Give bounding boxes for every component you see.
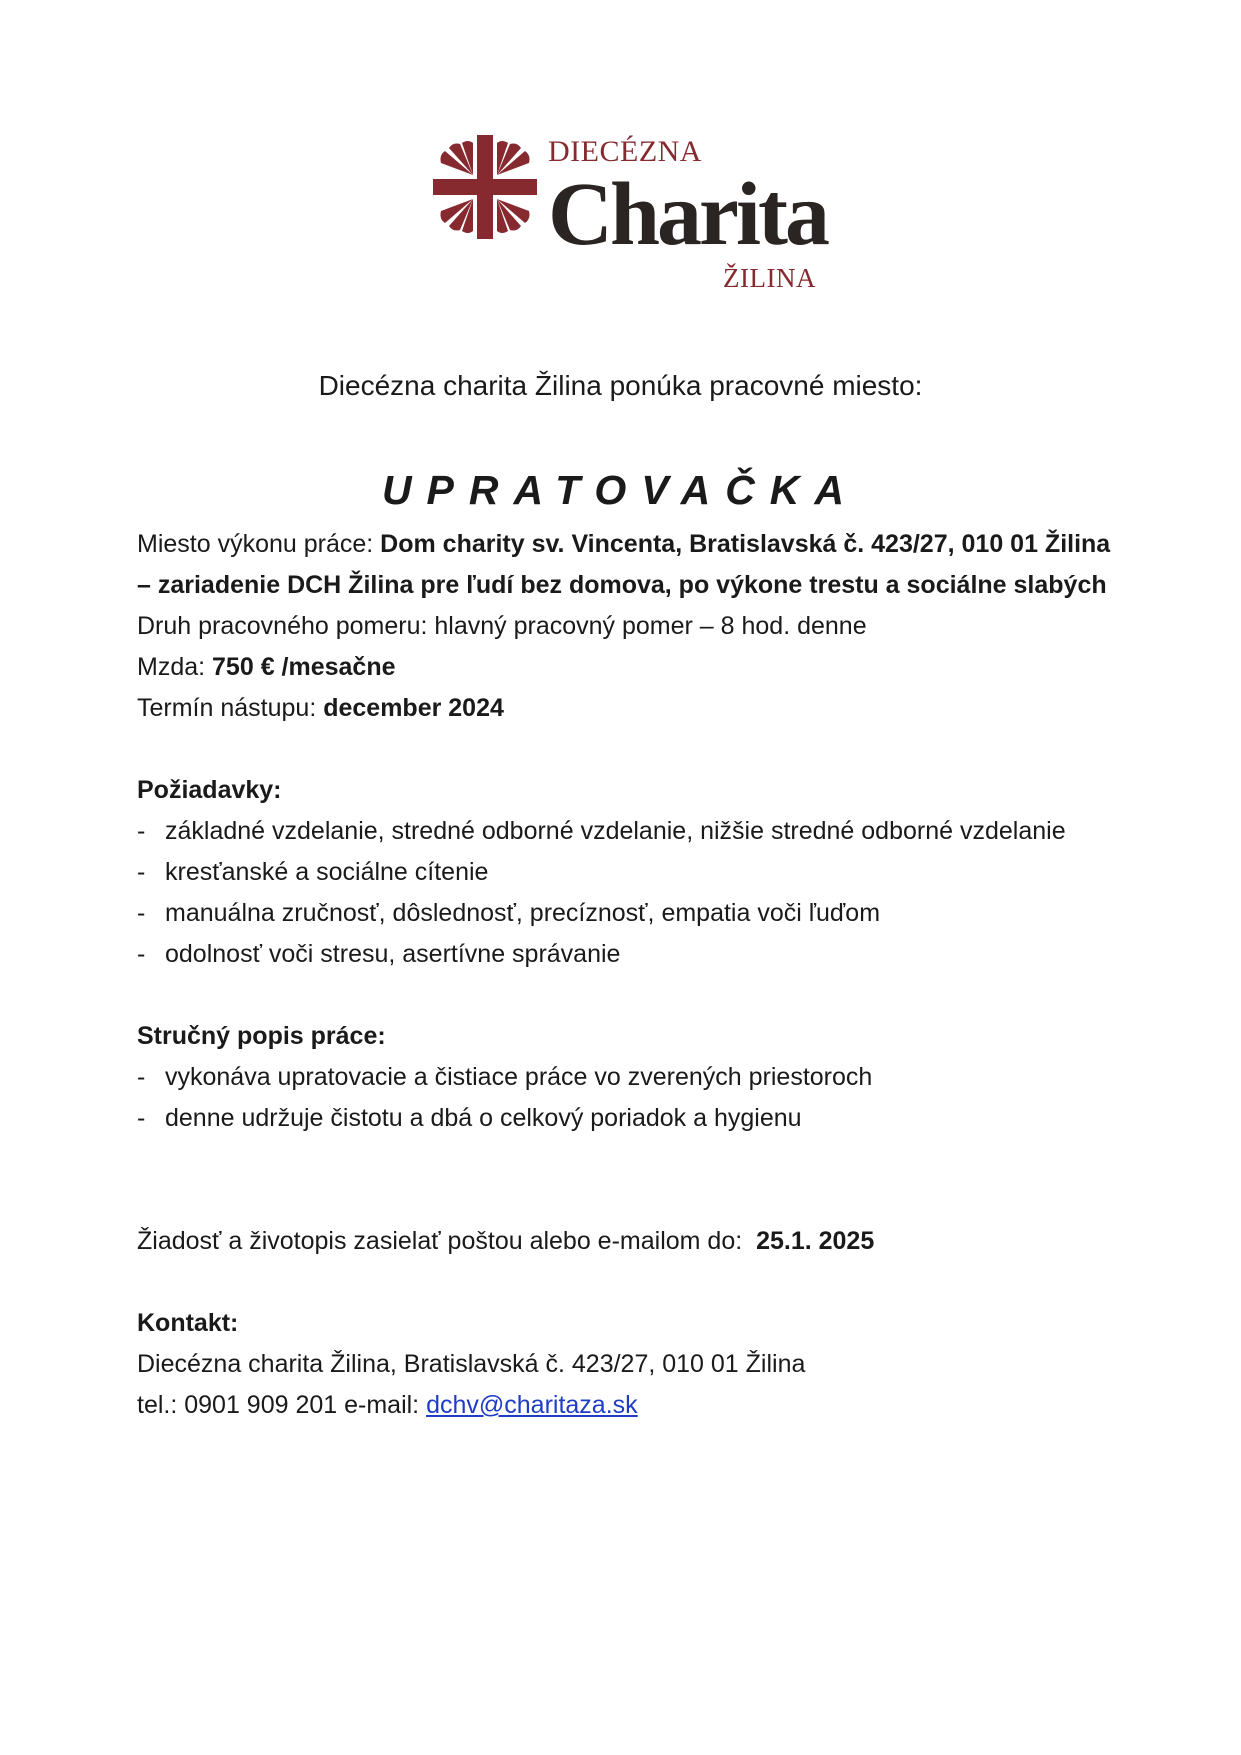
contact-phone-line	[137, 1385, 1117, 1426]
application-text: Žiadosť a životopis zasielať poštou alebo e-mailom do:	[137, 1227, 757, 1255]
start-value: december 2024	[323, 694, 504, 722]
contact-address: Diecézna charita Žilina, Bratislavská č. 423/27, 010 01 Žilina	[137, 1350, 806, 1378]
start-line	[137, 688, 1117, 729]
list-dash: -	[137, 858, 146, 886]
contact-heading: Kontakt:	[137, 1309, 239, 1337]
type-value: hlavný pracovný pomer – 8 hod. denne	[434, 612, 867, 640]
description-list	[137, 1057, 1117, 1139]
salary-line	[137, 647, 1117, 688]
description-heading: Stručný popis práce:	[137, 1022, 386, 1050]
job-details	[137, 524, 1117, 1426]
list-item	[137, 852, 1117, 893]
logo-bottom-text: ŽILINA	[723, 263, 816, 293]
list-item	[137, 934, 1117, 975]
list-dash: -	[137, 1104, 146, 1132]
intro-text: Diecézna charita Žilina ponúka pracovné miesto:	[318, 370, 923, 401]
application-deadline: 25.1. 2025	[756, 1227, 875, 1255]
email-link[interactable]: dchv@charitaza.sk	[426, 1391, 638, 1419]
requirements-heading: Požiadavky:	[137, 776, 282, 804]
list-item-text: základné vzdelanie, stredné odborné vzdelanie, nižšie stredné odborné vzdelanie	[165, 817, 1066, 845]
place-line	[137, 524, 1117, 606]
salary-value: 750 € /mesačne	[212, 653, 396, 681]
logo-top-text: DIECÉZNA	[548, 135, 702, 168]
list-item	[137, 1098, 1117, 1139]
charita-logo	[433, 132, 827, 302]
start-label: Termín nástupu:	[137, 694, 324, 722]
job-title: UPRATOVAČKA	[381, 467, 860, 513]
list-item-text: denne udržuje čistotu a dbá o celkový poriadok a hygienu	[165, 1104, 802, 1132]
type-line	[137, 606, 1117, 647]
place-value: Dom charity sv. Vincenta, Bratislavská č. 423/27, 010 01 Žilina – zariadenie DCH Žilina pre ľudí bez domova, po výkone trestu a sociálne slabých	[137, 530, 1111, 599]
list-item-text: odolnosť voči stresu, asertívne správanie	[165, 940, 621, 968]
list-dash: -	[137, 899, 146, 927]
list-dash: -	[137, 940, 146, 968]
list-dash: -	[137, 817, 146, 845]
list-item	[137, 1057, 1117, 1098]
list-item	[137, 811, 1117, 852]
requirements-list	[137, 811, 1117, 975]
list-dash: -	[137, 1063, 146, 1091]
place-label: Miesto výkonu práce:	[137, 530, 381, 558]
list-item-text: kresťanské a sociálne cítenie	[165, 858, 489, 886]
list-item-text: vykonáva upratovacie a čistiace práce vo zverených priestoroch	[165, 1063, 873, 1091]
application-line	[137, 1221, 1117, 1262]
logo-main-text: Charita	[548, 165, 827, 264]
list-item	[137, 893, 1117, 934]
charita-cross-icon	[433, 135, 537, 239]
type-label: Druh pracovného pomeru:	[137, 612, 435, 640]
list-item-text: manuálna zručnosť, dôslednosť, precíznosť, empatia voči ľuďom	[165, 899, 881, 927]
salary-label: Mzda:	[137, 653, 213, 681]
contact-phone: tel.: 0901 909 201 e-mail:	[137, 1391, 427, 1419]
